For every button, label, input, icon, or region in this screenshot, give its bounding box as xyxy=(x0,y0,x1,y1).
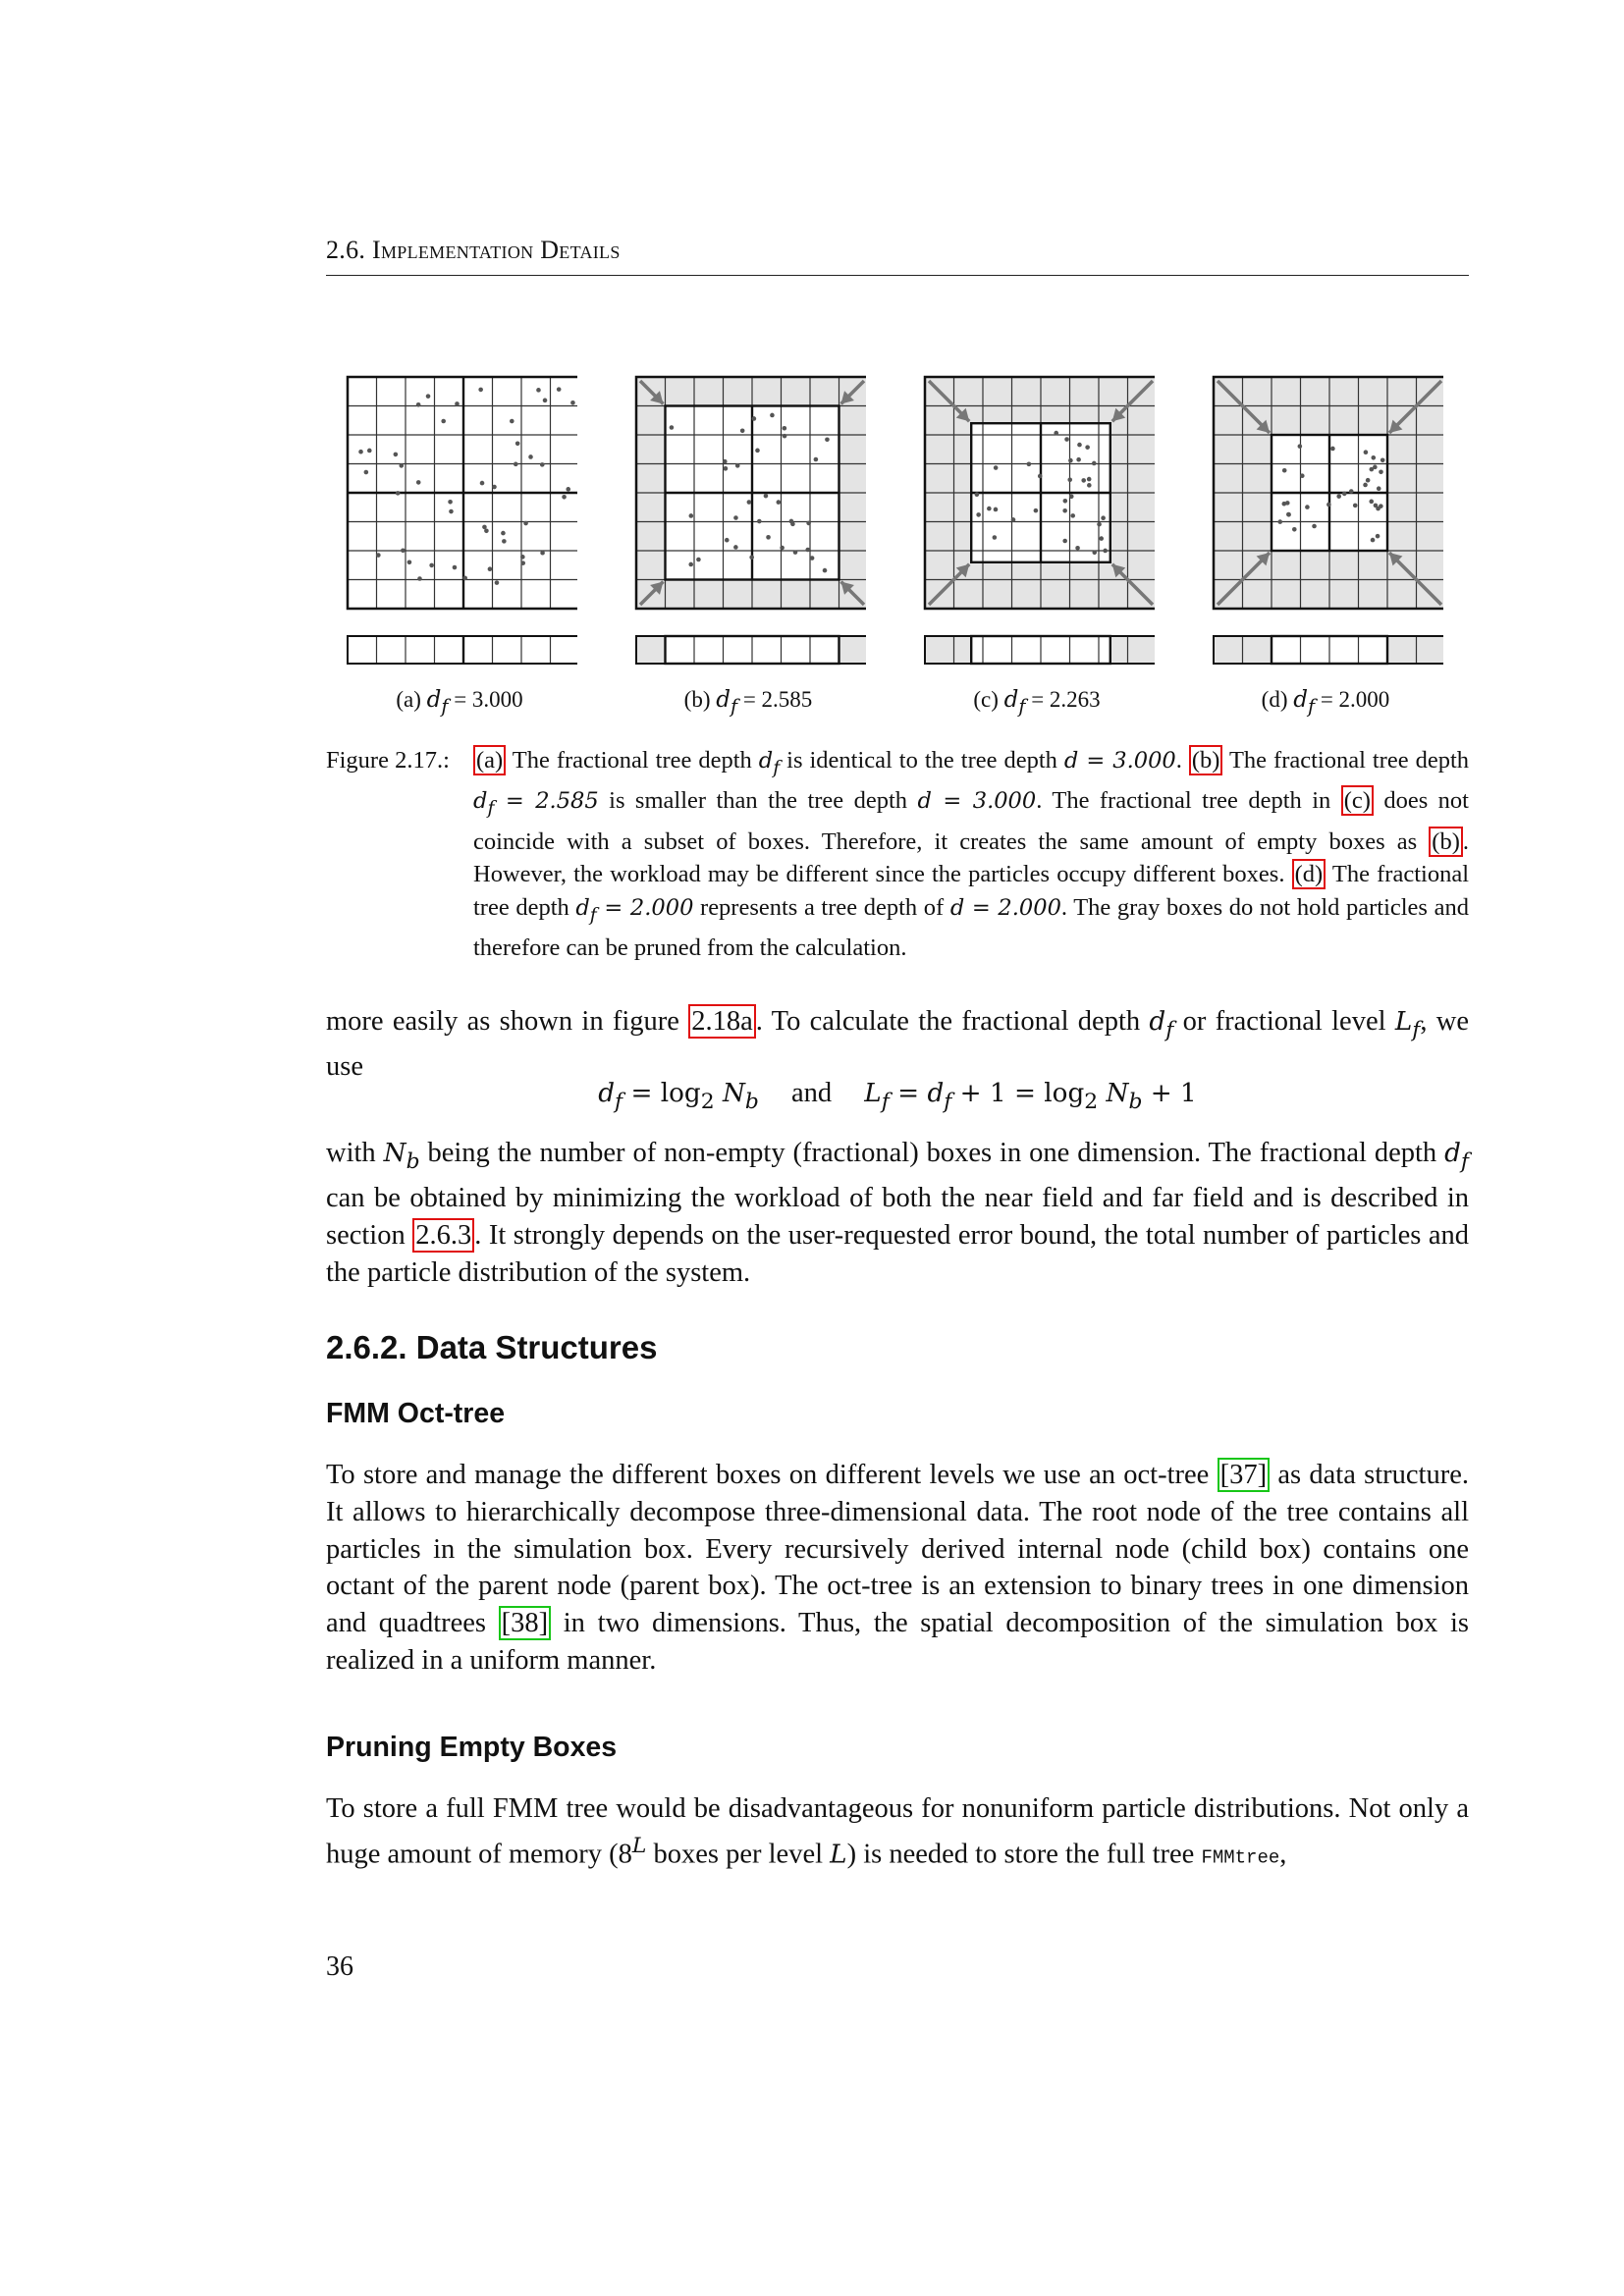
particle xyxy=(749,555,754,560)
particle xyxy=(777,500,782,505)
particle xyxy=(725,538,730,543)
particle xyxy=(1353,504,1358,508)
particle xyxy=(783,426,787,431)
particle xyxy=(1305,505,1310,509)
header-section-title: Implementation Details xyxy=(372,236,621,264)
strip-a xyxy=(348,636,577,664)
header-section-number: 2.6. xyxy=(326,236,366,264)
particle xyxy=(510,419,514,424)
particle xyxy=(396,491,401,496)
grid-a xyxy=(348,377,577,609)
particle xyxy=(1366,478,1371,483)
particle xyxy=(814,457,819,462)
particle xyxy=(1075,546,1080,551)
particle xyxy=(976,512,981,517)
strip-b xyxy=(636,636,866,664)
particle xyxy=(1277,519,1282,524)
particle xyxy=(1062,508,1067,513)
subcaption-d: (d) $d_f = 2.000$ xyxy=(1261,687,1390,718)
particle xyxy=(426,394,431,399)
particle xyxy=(566,487,570,492)
particle xyxy=(757,519,762,524)
particle xyxy=(1087,483,1092,488)
particle xyxy=(1298,444,1303,449)
particle xyxy=(733,545,738,550)
particle xyxy=(766,535,771,540)
particle xyxy=(806,521,811,526)
particle xyxy=(1377,486,1381,491)
particle xyxy=(735,463,740,468)
particle xyxy=(417,576,422,581)
particle xyxy=(1379,469,1383,474)
particle xyxy=(752,416,757,421)
particle xyxy=(478,388,483,393)
particle xyxy=(810,556,815,561)
particle xyxy=(394,453,399,457)
code-fmmtree: FMMtree xyxy=(1201,1846,1280,1869)
particle xyxy=(783,434,787,439)
particle xyxy=(540,462,545,467)
ref-subfig-a[interactable]: (a) xyxy=(473,745,506,775)
particle xyxy=(1068,458,1073,463)
particle xyxy=(793,550,798,555)
particle xyxy=(823,568,828,573)
figure-label: Figure 2.17.: xyxy=(326,747,450,774)
figure-2-17 xyxy=(342,373,1451,726)
ref-subfig-d[interactable]: (d) xyxy=(1292,859,1326,889)
particle xyxy=(1373,465,1378,470)
particle xyxy=(1027,462,1032,467)
particle xyxy=(1101,515,1106,520)
particle xyxy=(1380,457,1385,462)
particle xyxy=(502,539,507,544)
ref-figure-2-18a[interactable]: 2.18a xyxy=(688,1004,756,1039)
ref-subfig-c[interactable]: (c) xyxy=(1341,785,1374,816)
particle xyxy=(407,560,412,564)
particle xyxy=(514,462,518,467)
particle xyxy=(1376,507,1380,511)
equation-fractional-depth: $d_f = \log_2 N_b$ and $L_f = d_f + 1 = \log_2 N_b + 1$ xyxy=(598,1078,1197,1114)
paragraph-pruning: To store a full FMM tree would be disadvantageous for nonuniform particle distributions. Not only a huge amount of memory ($8^L$ boxes per level L) is needed to store the full tree FMMtree, xyxy=(326,1793,1469,1870)
ref-section-2-6-3[interactable]: 2.6.3 xyxy=(412,1218,474,1253)
particle xyxy=(364,470,369,475)
particle xyxy=(1063,499,1068,504)
particle xyxy=(570,400,575,405)
particle xyxy=(416,480,421,485)
figure-caption xyxy=(326,744,1469,965)
particle xyxy=(1064,437,1069,442)
particle xyxy=(416,402,421,407)
particle xyxy=(501,531,506,536)
particle xyxy=(1285,501,1290,506)
particle xyxy=(1312,524,1317,529)
citation-38[interactable]: [38] xyxy=(499,1606,551,1640)
particle xyxy=(515,441,520,446)
particle xyxy=(1363,483,1368,488)
running-header xyxy=(326,236,1469,276)
particle xyxy=(993,535,998,540)
particle xyxy=(536,388,541,393)
particle xyxy=(1087,477,1092,482)
particle xyxy=(429,563,434,568)
particle xyxy=(688,562,693,567)
particle xyxy=(1286,512,1291,517)
particle xyxy=(399,463,404,468)
particle xyxy=(1076,457,1081,462)
particle xyxy=(975,492,980,497)
paragraph-fractional-depth: more easily as shown in figure 2.18a . To calculate the fractional depth $d_f$ or fractional level $L_f$, we use xyxy=(326,1006,1470,1083)
particle xyxy=(1070,513,1075,518)
paragraph-oct-tree: To store and manage the different boxes on different levels we use an oct-tree [37] as data structure. It allows to hierarchically decompose three-dimensional data. The root node of the tree contains all particles in the simulation box. Every recursively derived internal node (child box) contains one octant of the parent node (parent box). The oct-tree is an extension to binary trees in one dimension and quadtrees [38] in two dimensions. Thus, the spatial decomposition of the simulation box is realized in a uniform manner. xyxy=(326,1460,1469,1676)
subfigure-b-graphic xyxy=(630,373,866,667)
particle xyxy=(1054,431,1058,436)
ref-subfig-b-2[interactable]: (b) xyxy=(1429,827,1463,857)
particle xyxy=(540,551,545,556)
particle xyxy=(453,565,458,570)
particle xyxy=(747,500,752,505)
paragraph-non-empty-boxes: with $N_b$ being the number of non-empty (fractional) boxes in one dimension. The fractional depth $d_f$ can be obtained by minimizing the workload of both the near field and far field and is described in section 2.6.3 . It strongly depends on the user-requested error bound, the total number of particles and the particle distribution of the system. xyxy=(326,1138,1469,1289)
citation-37[interactable]: [37] xyxy=(1218,1458,1270,1492)
particle xyxy=(543,399,548,403)
particle xyxy=(1081,478,1086,483)
subsection-heading-pruning: Pruning Empty Boxes xyxy=(326,1732,618,1763)
particle xyxy=(448,500,453,505)
subsection-heading-oct-tree: FMM Oct-tree xyxy=(326,1398,506,1429)
particle xyxy=(562,495,567,500)
particle xyxy=(670,425,675,430)
subfigure-a xyxy=(342,373,577,726)
particle xyxy=(441,419,446,424)
particle xyxy=(1092,550,1097,555)
particle xyxy=(770,413,775,418)
particle xyxy=(1097,522,1102,527)
particle xyxy=(987,507,992,511)
subfigure-c xyxy=(919,373,1155,726)
particle xyxy=(462,576,467,581)
strip-c xyxy=(925,636,1155,664)
particle xyxy=(1300,473,1305,478)
particle xyxy=(825,437,830,442)
particle xyxy=(755,449,760,454)
particle xyxy=(449,509,454,514)
particle xyxy=(1034,508,1039,513)
particle xyxy=(523,521,528,526)
particle xyxy=(1092,461,1097,466)
particle xyxy=(1099,536,1104,541)
particle xyxy=(1067,477,1072,482)
subcaption-b: (b) $d_f = 2.585$ xyxy=(683,687,813,718)
particle xyxy=(492,485,497,490)
particle xyxy=(740,428,745,433)
strip-d xyxy=(1214,636,1443,664)
particle xyxy=(480,481,485,486)
particle xyxy=(805,548,810,553)
page-number: 36 xyxy=(326,1951,353,1982)
particle xyxy=(367,449,372,454)
particle xyxy=(528,454,533,459)
particle xyxy=(723,459,728,464)
particle xyxy=(376,553,381,558)
particle xyxy=(1376,534,1380,539)
subfigure-d xyxy=(1208,373,1443,726)
particle xyxy=(764,494,769,499)
particle xyxy=(994,465,999,470)
particle xyxy=(1330,447,1335,452)
particle xyxy=(358,450,363,454)
subcaption-c: (c) $d_f = 2.263$ xyxy=(973,687,1101,718)
particle xyxy=(1077,443,1082,448)
particle xyxy=(484,528,489,533)
particle xyxy=(557,387,562,392)
particle xyxy=(1371,538,1376,543)
particle xyxy=(1103,549,1108,554)
subcaption-a: (a) $d_f = 3.000$ xyxy=(396,687,523,718)
particle xyxy=(455,401,460,406)
particle xyxy=(994,507,999,512)
particle xyxy=(1282,468,1287,473)
particle xyxy=(733,515,738,520)
subfigure-d-graphic xyxy=(1208,373,1443,667)
particle xyxy=(1336,494,1341,499)
particle xyxy=(1371,455,1376,460)
particle xyxy=(1069,494,1074,499)
ref-subfig-b[interactable]: (b) xyxy=(1189,745,1223,775)
particle xyxy=(1364,450,1369,454)
particle xyxy=(790,522,795,527)
subfigure-b xyxy=(630,373,866,726)
particle xyxy=(520,561,525,565)
particle xyxy=(689,513,694,518)
particle xyxy=(1038,474,1043,479)
particle xyxy=(1369,500,1374,505)
particle xyxy=(1349,489,1354,494)
particle xyxy=(1326,503,1331,507)
particle xyxy=(780,546,785,551)
particle xyxy=(1085,445,1090,450)
grid-b xyxy=(636,377,866,609)
particle xyxy=(520,555,525,560)
subfigure-c-graphic xyxy=(919,373,1155,667)
particle xyxy=(495,580,500,585)
section-heading-data-structures: 2.6.2. Data Structures xyxy=(326,1329,658,1365)
particle xyxy=(1062,539,1067,544)
particle xyxy=(1342,492,1347,497)
particle xyxy=(696,558,701,562)
subfigure-a-graphic xyxy=(342,373,577,667)
particle xyxy=(1011,517,1016,522)
particle xyxy=(488,566,493,571)
figure-caption-body: (a) The fractional tree depth $d_f$ is identical to the tree depth d = 3.000. (b) The fractional tree depth $d_f = 2.585$ is smaller than the tree depth d = 3.000. The fractional tree depth in (c) does not coincide with a subset of boxes. Therefore, it creates the same amount of empty boxes as (b) . However, the workload may be different since the particles occupy different boxes. (d) The fractional tree depth $d_f = 2.000$ represents a tree depth of d = 2.000. The gray boxes do not hold particles and therefore can be pruned from the calculation. xyxy=(473,747,1470,962)
particle xyxy=(1292,527,1297,532)
particle xyxy=(724,466,729,471)
particle xyxy=(401,548,406,553)
